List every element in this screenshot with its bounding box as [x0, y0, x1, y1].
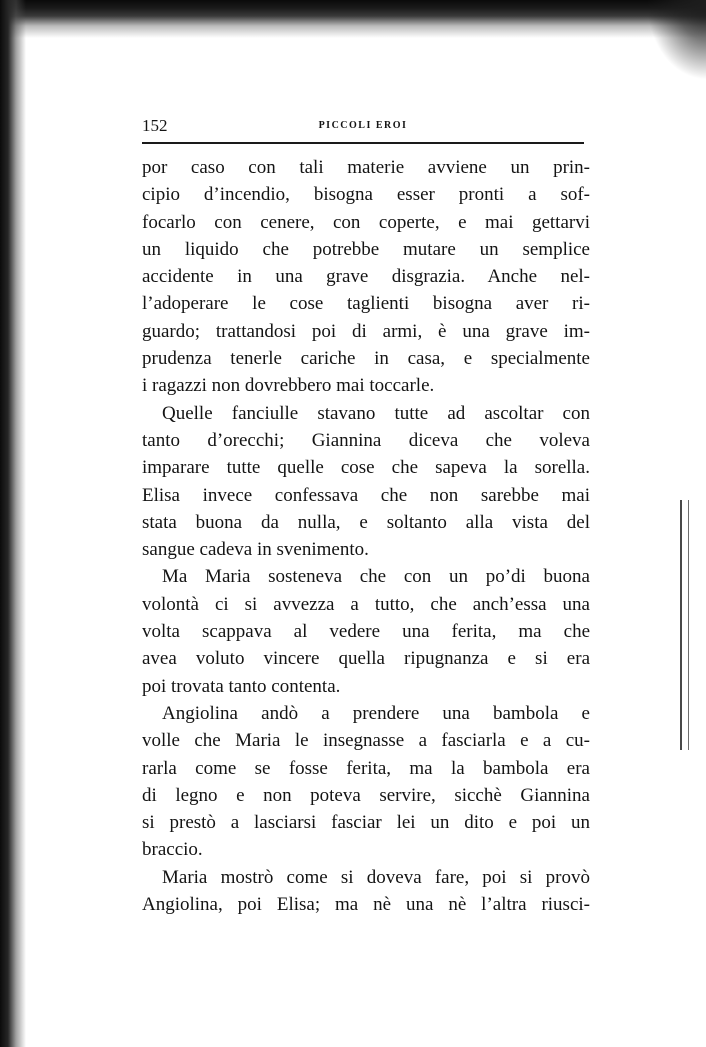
scan-top-edge	[0, 0, 706, 38]
text-line: imparare tutte quelle cose che sapeva la sorella.	[142, 457, 590, 479]
text-line: volontà ci si avvezza a tutto, che anch’essa una	[142, 593, 590, 615]
text-line: un liquido che potrebbe mutare un semplice	[142, 238, 590, 260]
text-line: tanto d’orecchi; Giannina diceva che voleva	[142, 429, 590, 451]
text-line: volta scappava al vedere una ferita, ma che	[142, 621, 590, 643]
text-line: prudenza tenerle cariche in casa, e specialmente	[142, 348, 590, 370]
text-line: i ragazzi non dovrebbero mai toccarle.	[142, 375, 435, 397]
text-line: Maria mostrò come si doveva fare, poi si provò	[162, 866, 590, 888]
text-line: cipio d’incendio, bisogna esser pronti a sof-	[142, 184, 590, 206]
text-line: stata buona da nulla, e soltanto alla vista del	[142, 511, 590, 533]
text-line: sangue cadeva in svenimento.	[142, 539, 369, 561]
page-number: 152	[142, 116, 168, 135]
page-header	[142, 112, 584, 144]
text-line: di legno e non poteva servire, sicchè Giannina	[142, 784, 590, 806]
text-line: volle che Maria le insegnasse a fasciarla e a cu-	[142, 730, 590, 752]
text-line: poi trovata tanto contenta.	[142, 675, 341, 697]
text-line: por caso con tali materie avviene un prin-	[142, 157, 590, 178]
text-line: avea voluto vincere quella ripugnanza e si era	[142, 648, 590, 670]
running-title: PICCOLI EROI	[318, 120, 408, 131]
text-line: accidente in una grave disgrazia. Anche nel-	[142, 266, 590, 288]
text-line: Angiolina andò a prendere una bambola e	[162, 702, 590, 724]
text-line: focarlo con cenere, con coperte, e mai gettarvi	[142, 211, 590, 233]
text-line: braccio.	[142, 839, 203, 861]
text-line: l’adoperare le cose taglienti bisogna aver ri-	[142, 293, 590, 315]
scan-corner-shadow	[646, 0, 706, 80]
text-line: si prestò a lasciarsi fasciar lei un dito e poi un	[142, 812, 590, 834]
text-line: guardo; trattandosi poi di armi, è una grave im-	[142, 320, 590, 342]
text-line: Angiolina, poi Elisa; ma nè una nè l’altra riusci-	[142, 894, 590, 916]
scan-left-edge	[0, 0, 26, 1047]
body-text	[142, 154, 590, 918]
text-line: rarla come se fosse ferita, ma la bambola era	[142, 757, 590, 779]
text-line: Elisa invece confessava che non sarebbe mai	[142, 484, 590, 506]
scan-right-mark	[680, 500, 689, 750]
text-line: Ma Maria sosteneva che con un po’di buona	[162, 566, 590, 588]
text-line: Quelle fanciulle stavano tutte ad ascoltar con	[162, 402, 590, 424]
